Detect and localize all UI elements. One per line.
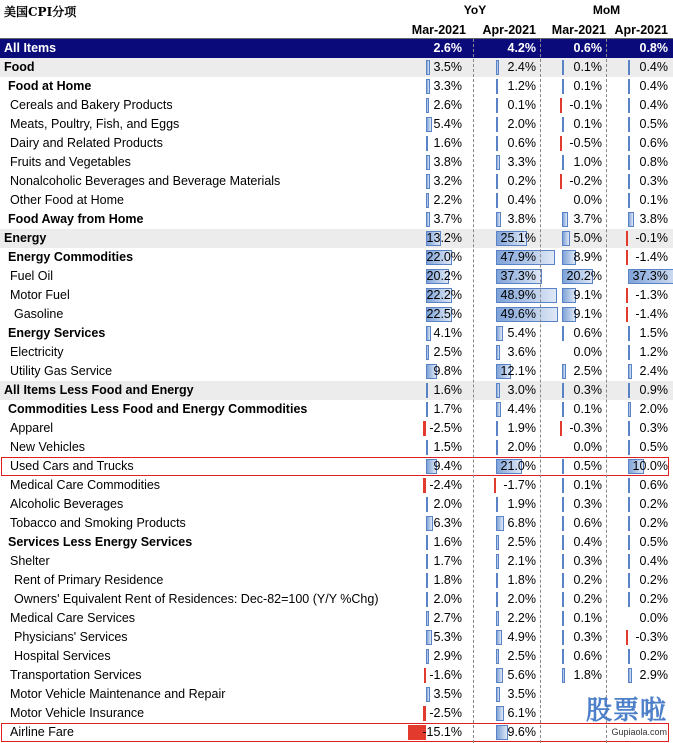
row-label: Food Away from Home bbox=[8, 212, 144, 226]
row-label: Hospital Services bbox=[14, 649, 111, 663]
row-value: 22.2% bbox=[426, 288, 462, 302]
table-row bbox=[0, 362, 673, 381]
row-label: Fruits and Vegetables bbox=[10, 155, 131, 169]
row-value: 0.1% bbox=[573, 611, 602, 625]
row-value: 0.1% bbox=[573, 402, 602, 416]
row-value: 2.0% bbox=[433, 592, 462, 606]
column-header-yoy-apr: Apr-2021 bbox=[482, 23, 536, 37]
row-value: 0.8% bbox=[639, 155, 668, 169]
row-label: Motor Vehicle Insurance bbox=[10, 706, 145, 720]
row-value: 1.7% bbox=[433, 402, 462, 416]
row-value: 2.0% bbox=[507, 440, 536, 454]
row-value: 47.9% bbox=[500, 250, 536, 264]
table-row bbox=[0, 381, 673, 400]
row-value: 9.1% bbox=[573, 307, 602, 321]
row-value: 2.5% bbox=[507, 649, 536, 663]
row-value: 0.6% bbox=[639, 478, 668, 492]
table-row bbox=[0, 39, 673, 58]
row-value: 0.4% bbox=[639, 98, 668, 112]
row-value: 0.2% bbox=[639, 649, 668, 663]
row-label: All Items bbox=[4, 41, 57, 55]
row-value: 0.4% bbox=[507, 193, 536, 207]
row-value: 25.1% bbox=[500, 231, 536, 245]
row-label: Commodities Less Food and Energy Commodities bbox=[8, 402, 308, 416]
row-label: Cereals and Bakery Products bbox=[10, 98, 173, 112]
row-value: 3.5% bbox=[433, 60, 462, 74]
row-value: 0.3% bbox=[573, 497, 602, 511]
row-value: 0.4% bbox=[639, 60, 668, 74]
table-row bbox=[0, 96, 673, 115]
row-value: 2.1% bbox=[507, 554, 536, 568]
row-value: 2.6% bbox=[433, 41, 462, 55]
row-value: -0.2% bbox=[569, 174, 602, 188]
row-value: 0.3% bbox=[573, 383, 602, 397]
table-row bbox=[0, 609, 673, 628]
row-value: 1.6% bbox=[433, 535, 462, 549]
row-value: 4.4% bbox=[507, 402, 536, 416]
row-label: Electricity bbox=[10, 345, 64, 359]
row-value: 2.9% bbox=[639, 668, 668, 682]
column-header-yoy-mar: Mar-2021 bbox=[411, 23, 466, 37]
table-row bbox=[0, 286, 673, 305]
row-value: 4.9% bbox=[507, 630, 536, 644]
table-row bbox=[0, 552, 673, 571]
row-label: Energy Commodities bbox=[8, 250, 134, 264]
row-value: 0.5% bbox=[639, 117, 668, 131]
table-row bbox=[0, 590, 673, 609]
table-row bbox=[0, 647, 673, 666]
row-value: 22.5% bbox=[426, 307, 462, 321]
row-value: 1.9% bbox=[507, 497, 536, 511]
page-title: 美国CPI分项 bbox=[4, 5, 77, 19]
row-value: 3.8% bbox=[507, 212, 536, 226]
watermark-site: Gupiaola.com bbox=[611, 727, 667, 737]
row-value: 1.5% bbox=[639, 326, 668, 340]
row-value: 3.5% bbox=[507, 687, 536, 701]
table-row bbox=[0, 134, 673, 153]
row-value: 3.5% bbox=[433, 687, 462, 701]
row-value: 20.2% bbox=[566, 269, 602, 283]
row-value: 0.0% bbox=[639, 611, 668, 625]
row-value: 9.1% bbox=[573, 288, 602, 302]
row-label: Fuel Oil bbox=[10, 269, 54, 283]
cpi-table bbox=[0, 39, 673, 742]
column-divider bbox=[540, 39, 541, 743]
row-label: Apparel bbox=[10, 421, 54, 435]
table-row bbox=[0, 514, 673, 533]
table-row bbox=[0, 305, 673, 324]
table-row bbox=[0, 685, 673, 704]
row-value: 0.3% bbox=[639, 174, 668, 188]
row-label: Owners' Equivalent Rent of Residences: Dec-82=100 (Y/Y %Chg) bbox=[14, 592, 379, 606]
table-row bbox=[0, 438, 673, 457]
row-value: 0.1% bbox=[639, 193, 668, 207]
row-value: 1.8% bbox=[433, 573, 462, 587]
row-label: Airline Fare bbox=[10, 725, 74, 739]
group-header-yoy: YoY bbox=[463, 3, 487, 17]
row-value: 10.0% bbox=[632, 459, 668, 473]
row-value: 2.7% bbox=[433, 611, 462, 625]
row-value: 4.1% bbox=[433, 326, 462, 340]
table-row bbox=[0, 153, 673, 172]
row-label: Other Food at Home bbox=[10, 193, 124, 207]
row-value: -1.4% bbox=[635, 307, 668, 321]
column-header-mom-apr: Apr-2021 bbox=[614, 23, 668, 37]
table-row bbox=[0, 571, 673, 590]
row-value: 3.2% bbox=[433, 174, 462, 188]
row-value: 0.5% bbox=[639, 535, 668, 549]
row-value: 0.2% bbox=[639, 592, 668, 606]
table-row bbox=[0, 191, 673, 210]
table-row bbox=[0, 704, 673, 723]
highlight-box bbox=[1, 723, 669, 742]
row-value: 0.3% bbox=[573, 630, 602, 644]
table-row bbox=[0, 457, 673, 476]
row-label: Physicians' Services bbox=[14, 630, 128, 644]
row-value: 0.4% bbox=[573, 535, 602, 549]
row-label: Transportation Services bbox=[10, 668, 142, 682]
row-value: -2.4% bbox=[429, 478, 462, 492]
row-value: 0.1% bbox=[573, 79, 602, 93]
row-value: 0.0% bbox=[573, 440, 602, 454]
table-row bbox=[0, 248, 673, 267]
row-value: 0.2% bbox=[573, 592, 602, 606]
table-row bbox=[0, 324, 673, 343]
row-value: 0.4% bbox=[639, 79, 668, 93]
row-value: 2.5% bbox=[573, 364, 602, 378]
row-value: 0.5% bbox=[639, 440, 668, 454]
row-value: -1.3% bbox=[635, 288, 668, 302]
table-row bbox=[0, 666, 673, 685]
row-value: 12.1% bbox=[500, 364, 536, 378]
row-value: 0.6% bbox=[573, 649, 602, 663]
row-value: -0.3% bbox=[635, 630, 668, 644]
row-value: 1.2% bbox=[639, 345, 668, 359]
table-row bbox=[0, 495, 673, 514]
row-value: 0.2% bbox=[507, 174, 536, 188]
row-value: 0.9% bbox=[639, 383, 668, 397]
row-value: 3.7% bbox=[433, 212, 462, 226]
row-value: 0.0% bbox=[573, 193, 602, 207]
row-value: 1.9% bbox=[507, 421, 536, 435]
row-value: 2.5% bbox=[507, 535, 536, 549]
row-value: -15.1% bbox=[422, 725, 462, 739]
row-value: 2.2% bbox=[433, 193, 462, 207]
row-value: 22.0% bbox=[426, 250, 462, 264]
row-value: 3.6% bbox=[507, 345, 536, 359]
row-value: 0.6% bbox=[573, 516, 602, 530]
row-value: 3.3% bbox=[507, 155, 536, 169]
row-value: 8.9% bbox=[573, 250, 602, 264]
table-row bbox=[0, 172, 673, 191]
row-value: 0.1% bbox=[573, 117, 602, 131]
row-value: 0.4% bbox=[639, 554, 668, 568]
row-value: 20.2% bbox=[426, 269, 462, 283]
watermark bbox=[586, 690, 667, 737]
row-label: Food at Home bbox=[8, 79, 92, 93]
row-label: Rent of Primary Residence bbox=[14, 573, 164, 587]
row-label: All Items Less Food and Energy bbox=[4, 383, 194, 397]
row-value: 0.2% bbox=[639, 497, 668, 511]
row-label: Used Cars and Trucks bbox=[10, 459, 134, 473]
row-label: Energy bbox=[4, 231, 47, 245]
row-value: 0.1% bbox=[573, 60, 602, 74]
row-label: Nonalcoholic Beverages and Beverage Materials bbox=[10, 174, 281, 188]
table-row bbox=[0, 58, 673, 77]
row-value: 2.2% bbox=[507, 611, 536, 625]
row-value: 21.0% bbox=[500, 459, 536, 473]
highlight-box bbox=[1, 457, 669, 476]
row-value: 5.4% bbox=[433, 117, 462, 131]
row-value: 49.6% bbox=[500, 307, 536, 321]
row-value: 5.4% bbox=[507, 326, 536, 340]
row-value: -2.5% bbox=[429, 421, 462, 435]
row-value: 2.4% bbox=[507, 60, 536, 74]
row-value: 0.2% bbox=[573, 573, 602, 587]
table-row bbox=[0, 723, 673, 742]
row-value: 9.6% bbox=[507, 725, 536, 739]
table-row bbox=[0, 628, 673, 647]
row-label: Energy Services bbox=[8, 326, 106, 340]
row-value: -0.1% bbox=[635, 231, 668, 245]
row-value: 0.6% bbox=[639, 136, 668, 150]
row-value: 1.2% bbox=[507, 79, 536, 93]
row-value: 3.3% bbox=[433, 79, 462, 93]
row-value: 0.0% bbox=[573, 345, 602, 359]
row-label: Alcoholic Beverages bbox=[10, 497, 124, 511]
table-row bbox=[0, 229, 673, 248]
row-value: 4.2% bbox=[507, 41, 536, 55]
row-value: 0.3% bbox=[639, 421, 668, 435]
row-label: Shelter bbox=[10, 554, 50, 568]
row-value: 2.0% bbox=[507, 117, 536, 131]
column-divider bbox=[606, 39, 607, 743]
watermark-logo: 股票啦 bbox=[585, 696, 667, 726]
row-value: 1.6% bbox=[433, 383, 462, 397]
row-value: -1.6% bbox=[429, 668, 462, 682]
row-value: 1.0% bbox=[573, 155, 602, 169]
row-value: 3.8% bbox=[433, 155, 462, 169]
table-row bbox=[0, 267, 673, 286]
row-label: Food bbox=[4, 60, 35, 74]
row-value: 2.5% bbox=[433, 345, 462, 359]
table-row bbox=[0, 77, 673, 96]
row-value: 1.8% bbox=[507, 573, 536, 587]
table-row bbox=[0, 400, 673, 419]
row-value: 37.3% bbox=[632, 269, 668, 283]
row-label: Motor Fuel bbox=[10, 288, 70, 302]
row-value: 6.8% bbox=[507, 516, 536, 530]
row-value: -0.3% bbox=[569, 421, 602, 435]
table-row bbox=[0, 476, 673, 495]
row-label: Utility Gas Service bbox=[10, 364, 113, 378]
row-value: 1.8% bbox=[573, 668, 602, 682]
row-value: 1.7% bbox=[433, 554, 462, 568]
row-value: -0.5% bbox=[569, 136, 602, 150]
row-value: 9.8% bbox=[433, 364, 462, 378]
row-value: 6.3% bbox=[433, 516, 462, 530]
row-value: 0.1% bbox=[507, 98, 536, 112]
row-value: 6.1% bbox=[507, 706, 536, 720]
row-value: -1.7% bbox=[503, 478, 536, 492]
row-value: 3.0% bbox=[507, 383, 536, 397]
row-label: Dairy and Related Products bbox=[10, 136, 163, 150]
row-label: Medical Care Services bbox=[10, 611, 136, 625]
row-value: 48.9% bbox=[500, 288, 536, 302]
row-value: 0.1% bbox=[573, 478, 602, 492]
row-value: 2.6% bbox=[433, 98, 462, 112]
row-label: Motor Vehicle Maintenance and Repair bbox=[10, 687, 226, 701]
row-value: 5.3% bbox=[433, 630, 462, 644]
row-value: -2.5% bbox=[429, 706, 462, 720]
row-value: -0.1% bbox=[569, 98, 602, 112]
group-header-mom: MoM bbox=[592, 3, 621, 17]
row-value: 2.0% bbox=[639, 402, 668, 416]
row-value: 9.4% bbox=[433, 459, 462, 473]
row-value: -1.4% bbox=[635, 250, 668, 264]
table-row bbox=[0, 343, 673, 362]
row-value: 2.9% bbox=[433, 649, 462, 663]
table-row bbox=[0, 210, 673, 229]
table-row bbox=[0, 419, 673, 438]
row-label: Services Less Energy Services bbox=[8, 535, 193, 549]
row-value: 0.6% bbox=[573, 326, 602, 340]
table-row bbox=[0, 533, 673, 552]
row-value: 2.4% bbox=[639, 364, 668, 378]
row-value: 0.6% bbox=[507, 136, 536, 150]
row-value: 0.5% bbox=[573, 459, 602, 473]
row-value: 3.8% bbox=[639, 212, 668, 226]
row-value: 0.2% bbox=[639, 516, 668, 530]
column-header-mom-mar: Mar-2021 bbox=[551, 23, 606, 37]
table-row bbox=[0, 115, 673, 134]
row-value: 5.0% bbox=[573, 231, 602, 245]
row-value: 2.0% bbox=[433, 497, 462, 511]
row-label: Tobacco and Smoking Products bbox=[10, 516, 186, 530]
row-value: 5.6% bbox=[507, 668, 536, 682]
row-value: 3.7% bbox=[573, 212, 602, 226]
row-value: 0.8% bbox=[639, 41, 668, 55]
row-value: 0.3% bbox=[573, 554, 602, 568]
row-value: 0.2% bbox=[639, 573, 668, 587]
row-label: Meats, Poultry, Fish, and Eggs bbox=[10, 117, 180, 131]
column-divider bbox=[473, 39, 474, 743]
row-value: 37.3% bbox=[500, 269, 536, 283]
row-value: 13.2% bbox=[426, 231, 462, 245]
row-value: 1.6% bbox=[433, 136, 462, 150]
row-label: Medical Care Commodities bbox=[10, 478, 161, 492]
row-value: 0.6% bbox=[573, 41, 602, 55]
row-label: New Vehicles bbox=[10, 440, 86, 454]
row-label: Gasoline bbox=[14, 307, 64, 321]
row-value: 1.5% bbox=[433, 440, 462, 454]
row-value: 2.0% bbox=[507, 592, 536, 606]
